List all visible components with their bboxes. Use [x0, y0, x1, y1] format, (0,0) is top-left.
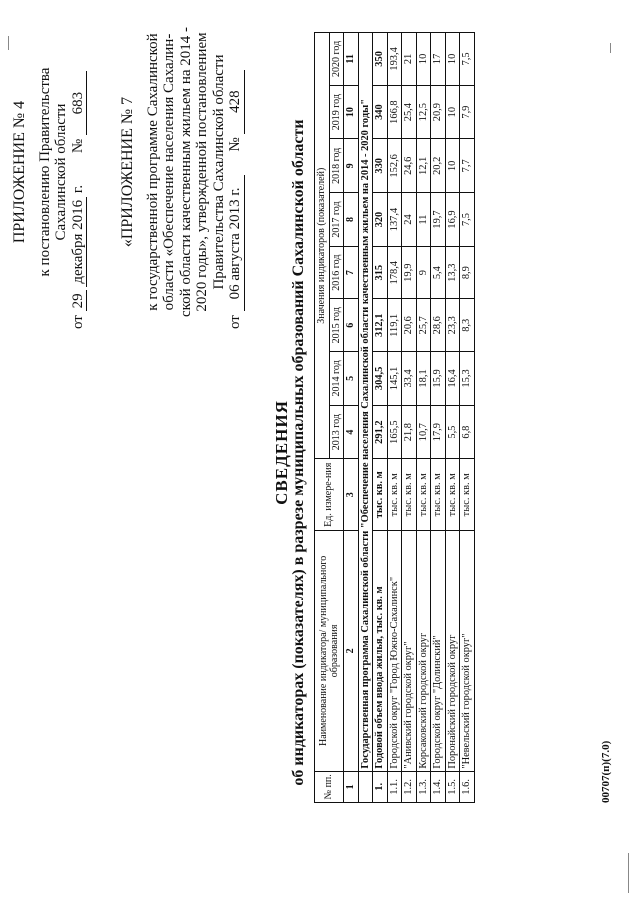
header-year: 2017 год: [329, 193, 344, 247]
column-number: 11: [344, 33, 359, 86]
table-row: [445, 33, 460, 803]
row-value-cell: 165,5: [387, 405, 402, 459]
annex-no-label: №: [227, 137, 243, 152]
row-number-cell: 1.3.: [416, 771, 431, 802]
footer-code: 00707(п)(7.0): [600, 740, 612, 803]
row-value-cell: 119,1: [387, 299, 402, 352]
row-value-cell: 17,9: [431, 405, 446, 459]
row-unit-cell: тыс. кв. м: [402, 459, 417, 531]
row-value-cell: 340: [373, 85, 388, 139]
table-row: [416, 33, 431, 803]
row-number-cell: 1.2.: [402, 771, 417, 802]
row-value-cell: 312,1: [373, 299, 388, 352]
annex-date-line: [227, 7, 245, 337]
row-unit-cell: тыс. кв. м: [416, 459, 431, 531]
row-name-cell: Городской округ "Город Южно-Сахалинск": [387, 531, 402, 772]
row-value-cell: 178,4: [387, 246, 402, 299]
row-value-cell: 16,4: [445, 352, 460, 406]
column-number: 3: [344, 459, 359, 531]
row-unit-cell: тыс. кв. м: [373, 459, 388, 531]
row-value-cell: 5,5: [445, 405, 460, 459]
column-number: 8: [344, 193, 359, 247]
row-name-cell: "Невельский городской округ": [460, 531, 475, 772]
annex-line-3: ской области качественным жильем на 2014 -: [177, 26, 194, 318]
row-value-cell: 7,7: [460, 139, 475, 193]
row-value-cell: 7,9: [460, 85, 475, 139]
header-name: Наименование индикатора/ муниципального образования: [315, 531, 344, 772]
row-value-cell: 11: [416, 193, 431, 247]
header-year: 2020 год: [329, 33, 344, 86]
row-unit-cell: тыс. кв. м: [387, 459, 402, 531]
row-value-cell: 7,5: [460, 33, 475, 86]
row-value-cell: 20,9: [431, 85, 446, 139]
row-unit-cell: тыс. кв. м: [460, 459, 475, 531]
table-row: [402, 33, 417, 803]
row-value-cell: 7,5: [460, 193, 475, 247]
table-header-row: [315, 33, 330, 803]
table-row: [460, 33, 475, 803]
row-value-cell: 6,8: [460, 405, 475, 459]
row-value-cell: 330: [373, 139, 388, 193]
document-title: СВЕДЕНИЯ: [272, 400, 291, 505]
scan-mark: [610, 43, 611, 53]
row-value-cell: 8,9: [460, 246, 475, 299]
row-value-cell: 15,3: [460, 352, 475, 406]
table-row: [387, 33, 402, 803]
row-value-cell: 20,2: [431, 139, 446, 193]
table-row: [373, 33, 388, 803]
annex-number: 428: [227, 70, 245, 134]
row-name-cell: Поронайский городской округ: [445, 531, 460, 772]
row-value-cell: 10: [445, 33, 460, 86]
program-row-empty-cell: [358, 771, 373, 802]
row-value-cell: 13,3: [445, 246, 460, 299]
column-number: 7: [344, 246, 359, 299]
appendix-date-line: [70, 7, 88, 337]
column-number: 10: [344, 85, 359, 139]
row-value-cell: 10: [416, 33, 431, 86]
column-number: 5: [344, 352, 359, 406]
row-value-cell: 12,5: [416, 85, 431, 139]
annex-block: [120, 7, 245, 337]
annex-line-4: 2020 годы», утвержденной постановлением: [194, 32, 210, 312]
row-value-cell: 291,2: [373, 405, 388, 459]
row-number-cell: 1.5.: [445, 771, 460, 802]
column-numbers-row: [344, 33, 359, 803]
annex-line-1: к государственной программе Сахалинской: [144, 33, 161, 311]
row-value-cell: 10: [445, 85, 460, 139]
row-value-cell: 152,6: [387, 139, 402, 193]
row-value-cell: 8,3: [460, 299, 475, 352]
appendix-day: 29: [70, 290, 88, 311]
row-name-cell: Годовой объем ввода жилья, тыс. кв. м: [373, 531, 388, 772]
header-year: 2014 год: [329, 352, 344, 406]
header-values-group: Значения индикаторов (показателей): [315, 33, 330, 459]
column-number: 6: [344, 299, 359, 352]
appendix-month-year: декабря 2016: [70, 197, 88, 287]
row-value-cell: 5,4: [431, 246, 446, 299]
row-value-cell: 315: [373, 246, 388, 299]
row-value-cell: 137,4: [387, 193, 402, 247]
row-value-cell: 19,7: [431, 193, 446, 247]
row-number-cell: 1.1.: [387, 771, 402, 802]
column-number: 1: [344, 771, 359, 802]
table-row: [431, 33, 446, 803]
appendix-year-suffix: г.: [69, 184, 86, 194]
appendix-heading: ПРИЛОЖЕНИЕ № 4: [11, 100, 28, 244]
document-subtitle: об индикаторах (показателях) в разрезе муниципальных образований Сахалинской области: [290, 119, 307, 786]
appendix-block: [12, 7, 87, 337]
scan-mark: [8, 36, 9, 50]
indicators-table: [314, 32, 475, 803]
scan-mark: [628, 853, 629, 893]
row-value-cell: 21,8: [402, 405, 417, 459]
appendix-no-label: №: [69, 138, 86, 154]
row-number-cell: 1.: [373, 771, 388, 802]
row-unit-cell: тыс. кв. м: [445, 459, 460, 531]
row-value-cell: 10: [445, 139, 460, 193]
row-value-cell: 19,9: [402, 246, 417, 299]
annex-line-5: Правительства Сахалинской области: [210, 54, 227, 290]
row-value-cell: 24,6: [402, 139, 417, 193]
row-name-cell: "Анивский городской округ": [402, 531, 417, 772]
appendix-number: 683: [70, 71, 88, 135]
row-value-cell: 193,4: [387, 33, 402, 86]
row-value-cell: 145,1: [387, 352, 402, 406]
row-value-cell: 350: [373, 33, 388, 86]
appendix-from-label: от: [69, 315, 86, 329]
row-value-cell: 21: [402, 33, 417, 86]
header-year: 2016 год: [329, 246, 344, 299]
row-value-cell: 12,1: [416, 139, 431, 193]
row-name-cell: Корсаковский городской округ: [416, 531, 431, 772]
row-value-cell: 320: [373, 193, 388, 247]
row-value-cell: 24: [402, 193, 417, 247]
program-name-cell: Государственная программа Сахалинской области "Обеспечение населения Сахалинской области качественным жильем на 2014 - 2020 годы": [358, 33, 373, 772]
row-value-cell: 304,5: [373, 352, 388, 406]
header-year: 2015 год: [329, 299, 344, 352]
row-value-cell: 23,3: [445, 299, 460, 352]
annex-date: 06 августа 2013 г.: [227, 175, 245, 311]
header-no: № пп.: [315, 771, 344, 802]
appendix-line-1: к постановлению Правительства: [36, 67, 53, 277]
row-number-cell: 1.4.: [431, 771, 446, 802]
column-number: 9: [344, 139, 359, 193]
row-value-cell: 25,4: [402, 85, 417, 139]
row-value-cell: 17: [431, 33, 446, 86]
appendix-line-2: Сахалинской области: [53, 103, 69, 241]
row-value-cell: 10,7: [416, 405, 431, 459]
row-value-cell: 16,9: [445, 193, 460, 247]
row-value-cell: 25,7: [416, 299, 431, 352]
column-number: 4: [344, 405, 359, 459]
header-year: 2013 год: [329, 405, 344, 459]
row-value-cell: 9: [416, 246, 431, 299]
row-number-cell: 1.6.: [460, 771, 475, 802]
annex-heading: «ПРИЛОЖЕНИЕ № 7: [119, 96, 136, 248]
indicator-rows: [373, 33, 475, 803]
row-value-cell: 18,1: [416, 352, 431, 406]
header-year: 2018 год: [329, 139, 344, 193]
row-name-cell: Городской округ "Долинский": [431, 531, 446, 772]
row-unit-cell: тыс. кв. м: [431, 459, 446, 531]
header-year: 2019 год: [329, 85, 344, 139]
annex-line-2: области «Обеспечение населения Сахалин-: [161, 33, 177, 311]
program-row: [358, 33, 373, 803]
row-value-cell: 33,4: [402, 352, 417, 406]
column-number: 2: [344, 531, 359, 772]
row-value-cell: 28,6: [431, 299, 446, 352]
row-value-cell: 166,8: [387, 85, 402, 139]
header-unit: Ед. измере-ния: [315, 459, 344, 531]
row-value-cell: 15,9: [431, 352, 446, 406]
annex-from-label: от: [227, 315, 243, 329]
row-value-cell: 20,6: [402, 299, 417, 352]
